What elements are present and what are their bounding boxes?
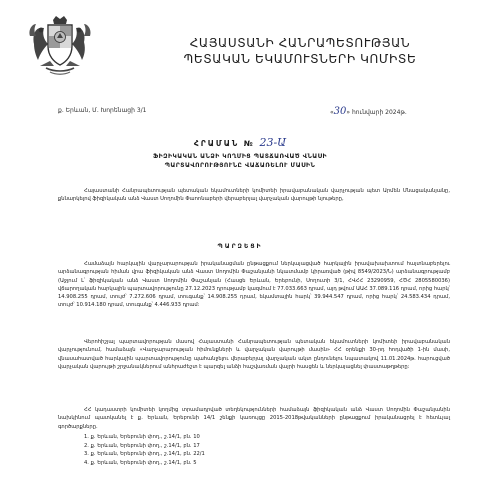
list-item: 2. ք. Երևան, Երեբունի փող., շ.14/1, բն. 17 <box>84 442 200 449</box>
list-item: 3. ք. Երևան, Երեբունի փող., շ.14/1, բն. 22/1 <box>84 451 205 458</box>
body-paragraph-2: Վերոհիշյալ պարտավորության մասով Հայաստանի Հանրապետության պետական եկամուտների կոմիտեի իրավաբանական վարչությունում, համաձայն «Վարչարարության հիմունքների և վարչական վարույթի մասին» ՀՀ օրենքի 30-րդ հոդվածի 1-ին մասի, վնասահատված հարկային պարտավորությունը պահանջելու վերաբերյալ վարչական ակտ ընդունելու նպատակով 11.01.2024թ. հարուցված վարչական վարույթի շրջանակներում անհրաժեշտ է պարզել անձի հաշվառման վայրի հասցեն և ներկայացնել փաստաթղթերը: <box>58 339 450 370</box>
date-suffix: » հունվարի 2024թ. <box>346 109 407 116</box>
intro-paragraph: Հայաստանի Հանրապետության պետական եկամուտների կոմիտեի իրավաբանական վարչության պետ Արմեն Մնացականյանը, քննարկելով ֆիզիկական անձ Վաստ Սողոմին Փաոոնաբերի վերաբերյալ վարչական վարույթի նյութերը, <box>58 188 450 203</box>
list-item: 1. ք. Երևան, Երեբունի փող., շ.14/1, բն. 10 <box>84 434 200 440</box>
order-number-handwritten: 23-Ա <box>259 136 287 149</box>
order-title <box>0 136 480 149</box>
order-word: ՀՐԱՄԱՆ № <box>193 139 255 148</box>
coat-of-arms-emblem <box>26 14 94 78</box>
property-list <box>84 433 205 467</box>
document-address: ք. Երևան, Մ. Խորենացի 3/1 <box>58 107 147 114</box>
body-paragraph-3: ՀՀ կադաստրի կոմիտեի կողմից տրամադրված տեղեկությունների համաձայն ֆիզիկական անձ Վաստ Սողոմին Փաշանյանին նախկինում պատկանել է ք. Երևան, Երեբունի 14/1 շենքի կառույցը 2015-2018թվականների ընթացքում իրականացրել է հետևյալ գործարքները. <box>58 407 450 430</box>
decides-heading: ՊԱՐԶԵՑԻ <box>217 243 263 250</box>
document-date <box>330 106 407 117</box>
date-prefix: « <box>330 109 334 116</box>
agency-name-line1: ՀԱՅԱՍՏԱՆԻ ՀԱՆՐԱՊԵՏՈՒԹՅԱՆ <box>189 36 411 50</box>
order-subject-line2: ՊԱՐՏԱՎՈՐՈՒԹՅՈՒՆԸ ՎԱՃԱՌԵԼՈՒ ՄԱՍԻՆ <box>164 162 316 169</box>
body-paragraph-1: Համաձայն հարկային վարչարարության իրականացման ընթացքում ներկայացված հարկային իրավախախտում հայտնաբերելու արձանագրության հիման վրա ֆիզիկական անձ Վաստ Սողոմին Փաշանյանի նկատմամբ կիրառված (թիվ 8549/2023/Ն) արձանագրությամբ (Աջլում Լ՝ ֆիզիկական անձ Վաստ Սողոմին Փաշանյան (Հասցե Երևան, Երեբունի, Սողուտի 3/1, ՀՎՀՀ 23290959, ՀԾՀ 2805580036) վճարողական հարկային պարտավորությունը 27.12.2023 դրությամբ կազմում է 77.033.663 դրամ, այդ թվում ԱԱՀ 37.089.116 դրամ, որից հարկ՝ 14.908.255 դրամ, տույժ՝ 7.272.606 դրամ, տուգանք՝ 14.908.255 դրամ, եկամտային հարկ՝ 39.944.547 դրամ, որից հարկ՝ 24.583.434 դրամ, տույժ՝ 10.914.180 դրամ, տուգանք՝ 4.446.933 դրամ: <box>58 261 451 309</box>
agency-name-line2: ՊԵՏԱԿԱՆ ԵԿԱՄՈՒՏՆԵՐԻ ԿՈՄԻՏԵ <box>183 52 417 66</box>
list-item: 4. ք. Երևան, Երեբունի փող., շ.14/1, բն. 5 <box>84 459 197 466</box>
agency-name <box>130 35 470 67</box>
order-subject-line1: ՖԻԶԻԿԱԿԱՆ ԱՆՁԻ ԿՈՂՄԻՑ ՊԱՏՃԱՌՎԱԾ ՎՆԱՍԻ <box>152 153 328 160</box>
date-day-handwritten: 30 <box>333 106 347 117</box>
